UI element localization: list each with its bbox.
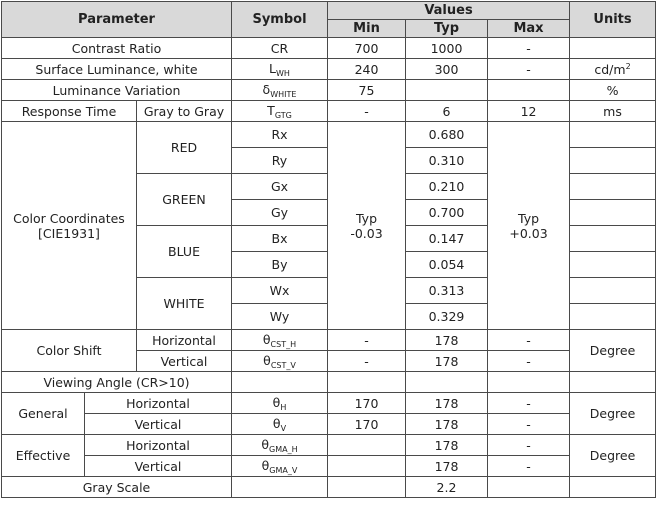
cell-units: %	[570, 80, 656, 101]
symbol-base: L	[269, 60, 277, 76]
row-sublabel: Horizontal	[137, 330, 232, 351]
row-symbol	[232, 80, 328, 101]
cell-min: -	[328, 351, 406, 372]
symbol-subscript: CST_V	[270, 360, 296, 370]
symbol-subscript: WH	[276, 68, 290, 78]
row-symbol: Rx	[232, 122, 328, 148]
symbol-subscript: GMA_V	[269, 465, 298, 475]
row-label: Contrast Ratio	[2, 38, 232, 59]
row-sublabel: Horizontal	[85, 435, 232, 456]
tolerance-line: -0.03	[350, 225, 383, 241]
header-max: Max	[488, 20, 570, 38]
symbol-base: θ	[262, 331, 271, 347]
cell-min: 75	[328, 80, 406, 101]
symbol-subscript: H	[280, 402, 287, 412]
table-row	[2, 101, 656, 122]
cell-units	[570, 200, 656, 226]
symbol-subscript: CST_H	[270, 339, 297, 349]
symbol-subscript: V	[280, 423, 287, 433]
unit-superscript: 2	[625, 61, 631, 71]
cell-units	[570, 252, 656, 278]
symbol-base: θ	[261, 436, 270, 452]
cell-typ: 178	[406, 393, 488, 414]
row-sublabel: Vertical	[137, 351, 232, 372]
cell-typ: 2.2	[406, 477, 488, 498]
viewing-angle-label: Viewing Angle (CR>10)	[2, 372, 232, 393]
general-label: General	[2, 393, 85, 435]
table-row	[2, 330, 656, 351]
row-label: Surface Luminance, white	[2, 59, 232, 80]
header-parameter: Parameter	[2, 2, 232, 38]
cell-max: -	[488, 330, 570, 351]
cell-min: -	[328, 330, 406, 351]
row-label: Luminance Variation	[2, 80, 232, 101]
color-max-tolerance	[488, 122, 570, 330]
symbol-subscript: GTG	[274, 110, 292, 120]
empty-cell	[406, 372, 488, 393]
cell-typ: 0.310	[406, 148, 488, 174]
cell-max: -	[488, 414, 570, 435]
cell-min: 700	[328, 38, 406, 59]
cell-typ: 0.210	[406, 174, 488, 200]
color-coordinates-label	[2, 122, 137, 330]
header-typ: Typ	[406, 20, 488, 38]
cell-units	[570, 38, 656, 59]
cell-typ: 178	[406, 435, 488, 456]
color-shift-label: Color Shift	[2, 330, 137, 372]
empty-cell	[570, 372, 656, 393]
effective-label: Effective	[2, 435, 85, 477]
cell-units	[570, 59, 656, 80]
cell-max: -	[488, 59, 570, 80]
cell-units: Degree	[570, 330, 656, 372]
cell-max	[488, 477, 570, 498]
table-row	[2, 414, 656, 435]
label-line: Color Coordinates	[13, 210, 125, 226]
color-min-tolerance	[328, 122, 406, 330]
cell-typ: 0.147	[406, 226, 488, 252]
tolerance-line: Typ	[355, 210, 378, 226]
row-symbol	[232, 351, 328, 372]
cell-min: 240	[328, 59, 406, 80]
symbol-base: θ	[272, 394, 281, 410]
row-symbol: Gx	[232, 174, 328, 200]
empty-cell	[488, 372, 570, 393]
row-symbol	[232, 456, 328, 477]
table-row	[2, 59, 656, 80]
row-symbol	[232, 101, 328, 122]
cell-typ: 0.700	[406, 200, 488, 226]
label-line: [CIE1931]	[38, 225, 100, 241]
cell-max: -	[488, 435, 570, 456]
symbol-base: θ	[263, 352, 271, 368]
symbol-base: T	[267, 102, 275, 118]
cell-typ: 6	[406, 101, 488, 122]
row-sublabel: Vertical	[85, 456, 232, 477]
cell-typ: 0.680	[406, 122, 488, 148]
row-sublabel: Horizontal	[85, 393, 232, 414]
cell-units	[570, 148, 656, 174]
row-symbol: Wx	[232, 278, 328, 304]
cell-min: 170	[328, 393, 406, 414]
row-symbol: By	[232, 252, 328, 278]
color-group-white: WHITE	[137, 278, 232, 330]
cell-max: -	[488, 38, 570, 59]
cell-units	[570, 304, 656, 330]
cell-units: Degree	[570, 435, 656, 477]
table-row	[2, 435, 656, 456]
spec-table	[1, 1, 656, 498]
row-label: Response Time	[2, 101, 137, 122]
table-row	[2, 372, 656, 393]
cell-typ: 178	[406, 351, 488, 372]
header-min: Min	[328, 20, 406, 38]
color-group-green: GREEN	[137, 174, 232, 226]
cell-units: Degree	[570, 393, 656, 435]
cell-min	[328, 435, 406, 456]
cell-max: -	[488, 393, 570, 414]
cell-max	[488, 80, 570, 101]
symbol-subscript: WHITE	[270, 89, 297, 99]
cell-min	[328, 456, 406, 477]
row-symbol: Wy	[232, 304, 328, 330]
cell-units: ms	[570, 101, 656, 122]
cell-max: 12	[488, 101, 570, 122]
empty-cell	[328, 372, 406, 393]
header-values: Values	[328, 2, 570, 20]
symbol-base: θ	[272, 415, 281, 431]
table-row	[2, 122, 656, 148]
cell-min: 170	[328, 414, 406, 435]
row-symbol	[232, 414, 328, 435]
row-symbol: CR	[232, 38, 328, 59]
row-symbol	[232, 330, 328, 351]
row-symbol: Ry	[232, 148, 328, 174]
row-symbol: Gy	[232, 200, 328, 226]
cell-units	[570, 174, 656, 200]
tolerance-line: +0.03	[509, 225, 548, 241]
cell-typ: 300	[406, 59, 488, 80]
cell-typ: 178	[406, 414, 488, 435]
symbol-subscript: GMA_H	[269, 444, 298, 454]
cell-min: -	[328, 101, 406, 122]
row-label: Gray Scale	[2, 477, 232, 498]
row-symbol	[232, 477, 328, 498]
cell-units	[570, 278, 656, 304]
color-group-red: RED	[137, 122, 232, 174]
row-sublabel: Gray to Gray	[137, 101, 232, 122]
cell-typ: 1000	[406, 38, 488, 59]
header-symbol: Symbol	[232, 2, 328, 38]
cell-min	[328, 477, 406, 498]
tolerance-line: Typ	[518, 210, 540, 226]
cell-units	[570, 477, 656, 498]
table-row	[2, 80, 656, 101]
cell-typ: 178	[406, 456, 488, 477]
color-group-blue: BLUE	[137, 226, 232, 278]
row-symbol	[232, 393, 328, 414]
cell-max: -	[488, 456, 570, 477]
cell-typ: 0.054	[406, 252, 488, 278]
symbol-base: δ	[262, 81, 271, 97]
symbol-base: θ	[261, 457, 270, 473]
cell-units	[570, 226, 656, 252]
cell-max: -	[488, 351, 570, 372]
unit-base: cd/m	[594, 61, 626, 77]
empty-cell	[232, 372, 328, 393]
table-row	[2, 393, 656, 414]
header-units: Units	[570, 2, 656, 38]
row-symbol	[232, 59, 328, 80]
cell-typ: 0.313	[406, 278, 488, 304]
table-row	[2, 456, 656, 477]
row-symbol: Bx	[232, 226, 328, 252]
table-row	[2, 477, 656, 498]
cell-typ: 178	[406, 330, 488, 351]
row-sublabel: Vertical	[85, 414, 232, 435]
cell-units	[570, 122, 656, 148]
cell-typ: 0.329	[406, 304, 488, 330]
cell-typ	[406, 80, 488, 101]
row-symbol	[232, 435, 328, 456]
table-row	[2, 38, 656, 59]
